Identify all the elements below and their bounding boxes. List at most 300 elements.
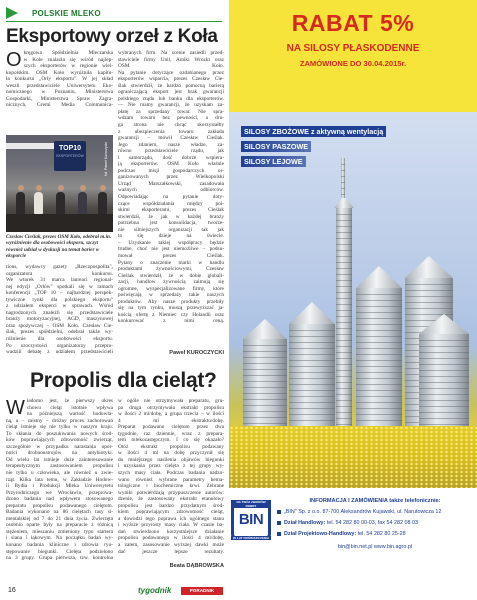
advertisement — [229, 0, 477, 600]
silo-rib — [336, 226, 352, 227]
silo-rib — [419, 358, 469, 359]
silo-tower — [336, 208, 352, 428]
silo-bin — [419, 334, 469, 434]
photo-person — [34, 192, 43, 214]
silo-rib — [336, 400, 352, 401]
silo-rib — [289, 336, 335, 337]
silo-rib — [243, 357, 287, 358]
silo-rib — [243, 417, 287, 418]
rapeseed-flowers — [229, 426, 477, 488]
contact-sales-phone: tel. 54 282 80 00-03, fax 54 282 08 03 — [326, 520, 418, 526]
text-line: wano również wybrane parametry hema- — [118, 476, 224, 483]
text-line: Pytany o znaczenie marki w handlu — [118, 259, 224, 266]
silo-rib — [405, 296, 453, 297]
page-footer — [0, 583, 228, 600]
silo-rib — [289, 330, 335, 331]
text-line: ganizowanych przez Wielkopolski — [118, 174, 224, 181]
text-line: potrzebna jest konsolidacja, tworze- — [118, 220, 224, 227]
silo-rib — [356, 378, 402, 379]
text-line: Cieślak stwierdził, że w dobie globali- — [118, 272, 224, 279]
text-line: na późniejszą wartość hodowla- — [26, 411, 113, 418]
text-line: ną, a – zaistny – dróżny proces zachorowań — [6, 417, 113, 424]
silo-rib — [243, 423, 287, 424]
silo-rib — [336, 406, 352, 407]
article-page — [0, 0, 228, 600]
bullet-icon — [277, 532, 281, 536]
text-line: weszli przedstawiciele Uniwersytetu Eko- — [6, 82, 113, 89]
text-line: konferencji „TOP 10 – najbardziej perspek- — [6, 290, 113, 297]
article1-column1-bottom — [6, 264, 113, 358]
silo-rib — [356, 414, 402, 415]
silo-rib — [336, 304, 352, 305]
silo-rib — [419, 382, 469, 383]
text-line: li Bydła i Produkcji Mleka Uniwersytetu — [6, 483, 113, 490]
section-label: POLSKIE MLEKO — [32, 8, 101, 18]
text-line: czące współdziałania między pol- — [118, 200, 224, 207]
silo-rib — [336, 364, 352, 365]
bullet-icon — [277, 521, 281, 525]
silo-rib — [356, 384, 402, 385]
text-line: propolisu jest bardzo przydatnym środ- — [118, 502, 224, 509]
silo-bin — [243, 339, 287, 434]
text-line: gwarancji – mówił Czesław Cieślak. — [118, 135, 224, 142]
text-line: w ogóle nie otrzymywała preparatu, gru- — [118, 398, 224, 404]
photo-person — [56, 192, 65, 214]
ad-subheadline: NA SILOSY PŁASKODENNE — [286, 43, 420, 54]
silo-rib — [289, 420, 335, 421]
silo-rib — [419, 370, 469, 371]
text-line: nicznych, Gremi Media Communica- — [6, 102, 113, 109]
silo-rib — [356, 342, 402, 343]
text-line: ładomo jest, że pierwszy okres — [26, 398, 113, 404]
silo-rib — [356, 354, 402, 355]
text-line: stężeniem, mieszaniu zmieniony typu startera — [6, 528, 113, 535]
silo-rib — [356, 306, 402, 307]
text-line: kiem poprawiającym zdrowotność cieląt, — [118, 509, 224, 516]
text-line: Otóż ekstrakt propolisu podawany — [118, 443, 224, 450]
silo-rib — [341, 170, 345, 171]
silo-rib — [336, 388, 352, 389]
text-line: ogromne, wyspecjalizowane firmy, które — [118, 285, 224, 292]
text-line: dzono badania nad wpływem stosowanego — [6, 496, 113, 503]
text-line: konano badania kliniczne i zdrowia ryo- — [6, 542, 113, 549]
photo-person — [16, 192, 25, 214]
text-line: szych masy ciała. Podczas badania nadzo- — [118, 470, 224, 477]
text-line: wyniki potwierdzają przypuszczenie autorów: — [118, 489, 224, 496]
silo-rib — [336, 238, 352, 239]
bin-logo-top: NA TWÓJ ZBIORÓW DOBRY — [231, 500, 271, 508]
photo-person — [78, 192, 87, 214]
text-line: nagrodzonych znaleźli się przedstawiciele — [6, 309, 113, 316]
text-line: chowu cieląt istotnie wpływa — [26, 404, 113, 411]
contact-design-phone: tel. 54 282 80 25-28 — [357, 531, 406, 537]
text-line: i uzyskania przez cielęta z tej grupy wy- — [118, 463, 224, 470]
text-line: różnienie dla osobowości eksportu. — [6, 336, 113, 343]
text-line: ków poprawiających zdrowotność zwierząt, — [6, 437, 113, 444]
photo-person-head — [18, 185, 24, 191]
text-line: Preparat podawano cielętom przez dwa — [118, 424, 224, 431]
ad-tagline: SILOSY LEJOWE — [241, 156, 306, 167]
silo-rib — [289, 342, 335, 343]
silo-rib — [419, 418, 469, 419]
silo-bin — [289, 324, 335, 434]
silo-mast — [341, 158, 345, 198]
text-line: nomicznego w Poznaniu, Ministerstwa — [6, 89, 113, 96]
text-line: szczególnie w przypadku narastania opor- — [6, 443, 113, 450]
text-line: kręgowa Spółdzielnia Mleczarska — [23, 50, 113, 56]
text-line: mentalskiej od 7 do 21 dnia życia. Zwierzęta — [6, 515, 113, 522]
silo-rib — [336, 334, 352, 335]
article1-column2 — [118, 50, 224, 344]
text-line: stępowanie biegunki. Cielęta podzielono — [6, 548, 113, 555]
ad-deadline: ZAMÓWIONE DO 30.04.2015r. — [299, 59, 407, 68]
text-line: Przyrodniczego we Wrocławiu, przeprowa- — [6, 489, 113, 496]
silo-rib — [336, 418, 352, 419]
silo-rib — [356, 324, 402, 325]
text-line: osobnio oparte były na preparacie z różnicą — [6, 522, 113, 529]
text-line: w Kole znalazła się wśród najlep- — [23, 56, 113, 63]
silo-rib — [336, 286, 352, 287]
silo-rib — [356, 348, 402, 349]
text-line: konkurować z nimi ceną. — [118, 318, 224, 325]
photo-banner-title: TOP10 — [58, 145, 82, 152]
text-line: wadzili debatę z udziałem przedstawicieli — [6, 349, 113, 356]
page-number: 16 — [8, 587, 16, 594]
photo-caption: Czesław Cieślak, prezes OSM Koło, odebrał m.in. wyróżnienie dla osobowości eksporu, szczyt również udział w dyskusji na temat barier w eksporcie — [6, 234, 112, 259]
silo-rib — [356, 390, 402, 391]
bullet-icon — [277, 510, 281, 514]
text-line: szych eksporterów w regionie wiel- — [23, 63, 113, 70]
silo-rib — [336, 424, 352, 425]
text-line: To skłania do poszukiwania nowych środ- — [6, 430, 113, 437]
bin-logo-text: BIN — [238, 511, 264, 528]
text-line: terapeutycznym zastosowaniem propolisu — [6, 463, 113, 470]
text-line: – Uzyskanie takiej współpracy będzie — [118, 239, 224, 246]
silo-rib — [336, 328, 352, 329]
section-arrow-icon — [6, 7, 18, 19]
silo-rib — [336, 358, 352, 359]
text-line: i wyższe przyrosty masy ciała. W czasie ba- — [118, 522, 224, 529]
silo-rib — [336, 370, 352, 371]
text-line: skimi eksporterami, prezes Cieślak — [118, 207, 224, 214]
text-line: tologiczne i biochemiczne krwi. Zebrane — [118, 483, 224, 490]
text-line: OSM Koło. — [118, 63, 224, 70]
text-line: tem mlekozastępczym. I co się okazało? — [118, 437, 224, 444]
silo-rib — [356, 372, 402, 373]
ad-contact-block — [229, 488, 477, 600]
text-line: wdzam towaru bez pewności, a dru- — [118, 115, 224, 122]
article1-dropcap: O — [6, 50, 22, 71]
silo-rib — [356, 300, 402, 301]
text-line: a zatem, zasosowanie wyższej dawki może — [118, 542, 224, 549]
text-line: nie silniejszych organizacji tak jak — [118, 226, 224, 233]
text-line: Jego zdaniem, nasze władze, za- — [118, 141, 224, 148]
silo-rib — [336, 274, 352, 275]
ad-tagline: SILOSY PASZOWE — [241, 141, 311, 152]
text-line: w ilości 4 ml na dobę przyczynił się — [118, 450, 224, 457]
silo-rib — [419, 388, 469, 389]
bin-logo — [231, 500, 271, 540]
contact-design-label: Dział Projektowo-Handlowy: — [284, 531, 357, 537]
article2-author: Beata DĄBROWSKA — [169, 563, 224, 569]
text-line: a dowodzi tego poprawa ich ogólnego stanu — [118, 515, 224, 522]
text-line: się na tym rynku, muszą przewyższać ja- — [118, 305, 224, 312]
silo-rib — [336, 322, 352, 323]
silo-rib — [336, 394, 352, 395]
text-line: i siana i łąkowym. Na początku badań wy- — [6, 535, 113, 542]
silo-rib — [243, 369, 287, 370]
text-line: Po uroczystości organizatorzy przepro- — [6, 342, 113, 349]
article1-photo — [6, 135, 113, 232]
ad-silo-photo — [229, 112, 477, 488]
text-line: propolisu podawanego w ilości 4 ml/dobę, — [118, 535, 224, 542]
text-line: to się dzieje na świecie. — [118, 233, 224, 240]
text-line: równo przedstawiciele rządu, jak — [118, 148, 224, 155]
article2-column2 — [118, 398, 224, 558]
silo-rib — [341, 188, 345, 189]
silo-rib — [356, 318, 402, 319]
silo-rib — [405, 284, 453, 285]
silo-rib — [336, 250, 352, 251]
text-line: Urząd Marszałkowski, zasadowała — [118, 180, 224, 187]
contact-sales-label: Dział Handlowy: — [284, 520, 326, 526]
silo-rib — [289, 396, 335, 397]
text-line: kopolskim. OSM Koło wyróżniła kapitu- — [6, 69, 113, 76]
text-line: Badania wykonano na 86 cielętach rasy si- — [6, 509, 113, 516]
silo-rib — [336, 340, 352, 341]
silo-rib — [419, 376, 469, 377]
silo-rib — [356, 408, 402, 409]
text-line: dać jeszcze lepsze rezultaty. — [118, 548, 224, 555]
contact-design — [277, 531, 473, 537]
silo-rib — [336, 280, 352, 281]
ad-tagline: SILOSY ZBOŻOWE z aktywną wentylacją — [241, 126, 386, 137]
text-line: Gospodarki, Ministerstwa Spraw Zagra- — [6, 95, 113, 102]
article1-headline: Eksportowy orzeł z Koła — [6, 26, 218, 47]
text-line: i samorządu, dość dobrze wspiera- — [118, 154, 224, 161]
text-line: polskiego rządu lub banku dla eksporterów. — [118, 95, 224, 102]
text-line: ga strona nie chcąc skorzystałby — [118, 122, 224, 129]
article2-dropcap: W — [6, 398, 25, 419]
silo-rib — [289, 348, 335, 349]
silo-rib — [336, 256, 352, 257]
bin-logo-bottom: 20 LAT DOŚWIADCZENIA — [232, 536, 270, 540]
silo-rib — [419, 394, 469, 395]
silo-rib — [243, 393, 287, 394]
text-line: ła konkursu „Orły eksportu". W jej skład — [6, 76, 113, 83]
text-line: tywiczne rynki dla polskiego eksportu" — [6, 296, 113, 303]
silo-rib — [341, 182, 345, 183]
silo-rib — [419, 340, 469, 341]
text-line: Na pytanie dotyczące ozdabianego przez — [118, 69, 224, 76]
text-line: poświęcają w sprzedaży takie naszych — [118, 292, 224, 299]
text-line: w ilości 2 ml/dobę, a grupa trzecia – w ilości — [118, 411, 224, 418]
silo-rib — [289, 366, 335, 367]
silo-rib — [341, 194, 345, 195]
ad-header — [229, 0, 477, 112]
text-line: produktami żywnościowymi, Czesław — [118, 266, 224, 273]
silo-rib — [356, 294, 402, 295]
ad-headline: RABAT 5% — [291, 10, 415, 36]
text-line: do mniejszego nasilenia objawów biegunki — [118, 456, 224, 463]
silo-bin-roof — [243, 319, 287, 339]
text-line: organizatora konkursu. — [6, 270, 113, 277]
article1-column1-top — [6, 50, 113, 134]
silo-rib — [356, 330, 402, 331]
text-line: produktów. Aby nasze produkty przebiły — [118, 298, 224, 305]
silo-rib — [336, 268, 352, 269]
silo-rib — [405, 314, 453, 315]
magazine-brand-box: PORADNIK rolniczy — [181, 587, 223, 595]
article1-author: Paweł KUROCZYCKI — [169, 350, 224, 356]
photo-person-head — [36, 185, 42, 191]
text-line: ją eksporterów. OSM Koło właśnie — [118, 161, 224, 168]
silo-rib — [289, 378, 335, 379]
silo-rib — [419, 412, 469, 413]
text-line: zacji, handlow żywnością zaimują się — [118, 279, 224, 286]
text-line: płatę za sprzedany towar. Nie spra- — [118, 108, 224, 115]
article2-headline: Propolis dla cieląt? — [30, 369, 217, 392]
silo-rib — [289, 360, 335, 361]
silo-rib — [419, 400, 469, 401]
text-line: cieląt istnieje się nie tylko w naszym kraju. — [6, 424, 113, 431]
silo-rib — [336, 310, 352, 311]
silo-rib — [356, 402, 402, 403]
photo-backdrop — [6, 143, 54, 149]
text-line: eksporterów wsparcia, prezes Czesław Cie- — [118, 76, 224, 83]
text-line: tions, wydawcy gazety „Rzeczpospolita", — [6, 264, 113, 270]
text-line: 4 ml ekstraktu/dobę. — [118, 417, 224, 424]
silo-rib — [356, 360, 402, 361]
silo-rib — [419, 352, 469, 353]
contact-company-text: „BIN" Sp. z o.o. 87-700 Aleksandrów Kujawski, ul. Narutowicza 12 — [284, 509, 442, 515]
photo-person-head — [100, 185, 106, 191]
text-line: dzenie, że zastosowany ekstrakt etanolowy — [118, 496, 224, 503]
silo-rib — [419, 424, 469, 425]
text-line: preparatu propolisu podawanego cielętom. — [6, 502, 113, 509]
text-line: z udziałem eksperci w sprawach. Wśród — [6, 303, 113, 310]
silo-rib — [336, 292, 352, 293]
silo-rib — [336, 262, 352, 263]
text-line: Od wielu lat istnieje duże zainteresowanie — [6, 456, 113, 463]
silo-rib — [341, 176, 345, 177]
silo-rib — [356, 336, 402, 337]
silo-rib — [356, 396, 402, 397]
text-line: branży motoryzacyjnej, AGD, maszynowej — [6, 316, 113, 323]
silo-rib — [243, 399, 287, 400]
text-line: ograniczającą eksport jest brak gwarancji — [118, 89, 224, 96]
text-line: Odpowiadając na pytanie doty- — [118, 194, 224, 201]
text-line: ności drobnoustrojów na antybiotyki. — [6, 450, 113, 457]
photo-banner-subtitle: EKSPORTERÓW — [56, 154, 84, 158]
silo-rib — [336, 352, 352, 353]
silo-rib — [341, 164, 345, 165]
silo-rib — [405, 302, 453, 303]
text-line: nie tylko u człowieka, ale również u zwie- — [6, 470, 113, 477]
silo-bin-roof — [289, 302, 335, 324]
text-line: ślak, prezes spółdzielni, odebrał także wy- — [6, 329, 113, 336]
silo-rib — [336, 412, 352, 413]
text-line: kością ofertę z Niemiec czy Holandii oraz — [118, 311, 224, 318]
silo-rib — [356, 420, 402, 421]
section-header — [6, 6, 222, 20]
silo-rib — [336, 346, 352, 347]
photo-credit: fot. Paweł Kuroczycki — [104, 141, 108, 176]
text-line: podczas misji gospodarczych or- — [118, 167, 224, 174]
silo-rib — [336, 244, 352, 245]
silo-rib — [289, 402, 335, 403]
silo-rib — [243, 405, 287, 406]
silo-rib — [289, 408, 335, 409]
silo-bin — [356, 288, 402, 428]
contact-title: INFORMACJA I ZAMÓWIENIA także telefonicznie: — [309, 498, 441, 504]
text-line: na 3 grupy. Grupa pierwsza, tzw. kontrolna — [6, 555, 113, 562]
text-line: trudne, choć nie jest niemożliwe – podsu- — [118, 246, 224, 253]
silo-rib — [243, 351, 287, 352]
silo-rib — [405, 290, 453, 291]
silo-rib — [336, 376, 352, 377]
text-line: wybranych firm. Na scenie zasiedli przed- — [118, 50, 224, 56]
silo-rib — [243, 411, 287, 412]
silo-bin-roof — [356, 266, 402, 288]
silo-rib — [289, 414, 335, 415]
silo-rib — [336, 316, 352, 317]
photo-person — [98, 192, 107, 214]
silo-rib — [419, 346, 469, 347]
silo-rib — [336, 298, 352, 299]
silo-rib — [336, 232, 352, 233]
article2-column1 — [6, 398, 113, 570]
text-line: mował prezes Cieślak. — [118, 252, 224, 259]
photo-person-head — [58, 185, 64, 191]
text-line: ślak stwierdził, że bardzo pomocną barierą — [118, 82, 224, 89]
silo-rib — [405, 308, 453, 309]
silo-rib — [243, 363, 287, 364]
contact-sales — [277, 520, 473, 526]
text-line: nej edycji „Orłów" spotkali się w ramach — [6, 283, 113, 290]
text-line: — Nie mamy gwarancji, że uzyskam za- — [118, 102, 224, 109]
silo-rib — [356, 366, 402, 367]
silo-rib — [289, 384, 335, 385]
silo-rib — [419, 364, 469, 365]
contact-web: bin@bin.net.pl www.bin.agro.pl — [337, 544, 413, 550]
silo-rib — [289, 390, 335, 391]
silo-rib — [336, 382, 352, 383]
silo-rib — [356, 312, 402, 313]
text-line: tygodnie, raz dziennie, wraz z prepara- — [118, 430, 224, 437]
text-line: oraz spożywczej – OSM Koło. Czesław Cie- — [6, 322, 113, 329]
section-divider — [6, 21, 222, 22]
magazine-brand: tygodnik — [138, 586, 172, 595]
silo-rib — [243, 387, 287, 388]
photo-person-head — [80, 185, 86, 191]
photo-banner — [54, 141, 86, 171]
silo-rib — [289, 354, 335, 355]
silo-rib — [289, 372, 335, 373]
text-line: ważnych odbiorców. — [118, 187, 224, 194]
silo-rib — [243, 381, 287, 382]
text-line: z ubezpieczenia towaru zakłada — [118, 128, 224, 135]
text-line: stawiciele firmy Unil, Amiki Wrozki oraz — [118, 56, 224, 63]
photo-table — [6, 214, 113, 232]
silo-rib — [243, 345, 287, 346]
silo-rib — [243, 375, 287, 376]
silo-rib — [336, 214, 352, 215]
contact-company — [277, 509, 473, 515]
text-line: dań stwierdzono korzystniejsze działanie — [118, 528, 224, 535]
text-line: stwierdził, że jak w każdej branży — [118, 213, 224, 220]
text-line: pa druga otrzymywała ekstrakt propolisu — [118, 404, 224, 411]
